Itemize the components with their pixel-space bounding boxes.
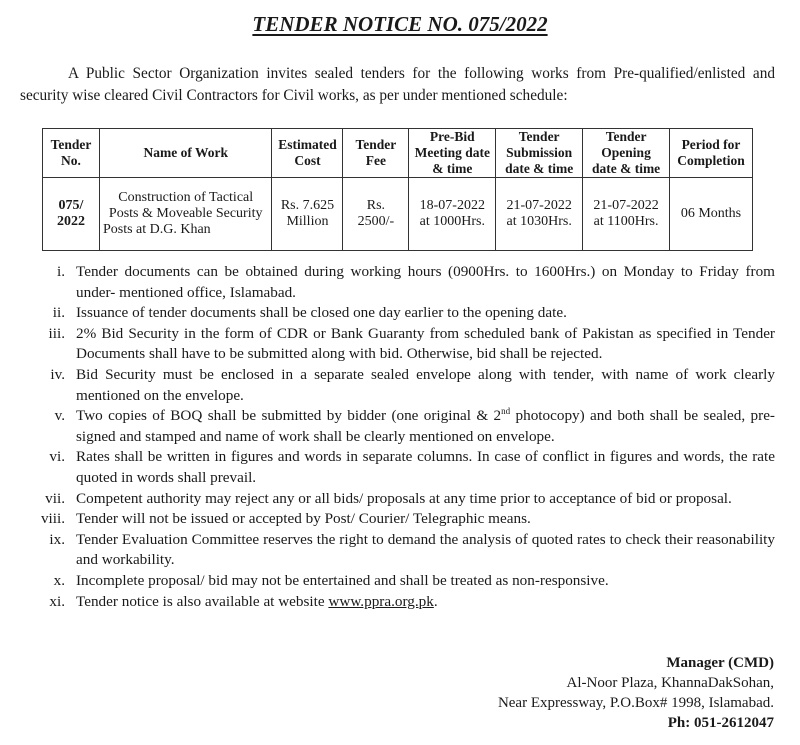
signature-address-line1: Al-Noor Plaza, KhannaDakSohan, [566, 675, 774, 691]
table-header-row [43, 129, 753, 178]
term-item: iv. Bid Security must be enclosed in a separate sealed envelope along with tender, with name of work clearly mentioned on the envelope. [50, 365, 775, 404]
header-name-of-work: Name of Work [99, 129, 272, 178]
term-item: iii. 2% Bid Security in the form of CDR or Bank Guaranty from scheduled bank of Pakistan as specified in Tender Documents shall have to be submitted along with bid. Otherwise, bid shall be rejected. [48, 324, 775, 363]
intro-paragraph: A Public Sector Organization invites sealed tenders for the following works from Pre-qualified/enlisted and security wise cleared Civil Contractors for Civil works, as per under mentioned schedule: [20, 65, 775, 104]
header-tender-fee: Tender Fee [343, 129, 409, 178]
cell-period: 06 Months [670, 178, 753, 251]
term-item: x. Incomplete proposal/ bid may not be entertained and shall be treated as non-responsive. [53, 571, 609, 589]
header-tender-no: Tender No. [43, 129, 100, 178]
term-item: viii. Tender will not be issued or accepted by Post/ Courier/ Telegraphic means. [40, 510, 531, 528]
term-item: xi. Tender notice is also available at website www.ppra.org.pk. [49, 592, 438, 610]
header-submission: Tender Submission date & time [496, 129, 583, 178]
term-item: vi. Rates shall be written in figures and words in separate columns. In case of conflict in figures and words, the rate quoted in words shall prevail. [49, 448, 775, 486]
header-opening: Tender Opening date & time [583, 129, 670, 178]
term-item: ii. Issuance of tender documents shall be closed one day earlier to the opening date. [52, 304, 567, 322]
term-item: ix. Tender Evaluation Committee reserves the right to demand the analysis of quoted rates to check their reasonability and workability. [49, 530, 775, 569]
cell-pre-bid: 18-07-2022 at 1000Hrs. [409, 178, 496, 251]
ppra-website-link[interactable]: www.ppra.org.pk [328, 592, 434, 610]
header-pre-bid: Pre-Bid Meeting date & time [409, 129, 496, 178]
term-item: i. Tender documents can be obtained during working hours (0900Hrs. to 1600Hrs.) on Monday to Friday from under- mentioned office, Islamabad. [56, 263, 775, 301]
cell-estimated-cost: Rs. 7.625 Million [272, 178, 343, 251]
cell-submission: 21-07-2022 at 1030Hrs. [496, 178, 583, 251]
cell-opening: 21-07-2022 at 1100Hrs. [583, 178, 670, 251]
header-estimated-cost: Estimated Cost [272, 129, 343, 178]
cell-tender-fee: Rs. 2500/- [343, 178, 409, 251]
cell-name-of-work: Construction of Tactical Posts & Moveable Security Posts at D.G. Khan [99, 178, 272, 251]
terms-list [0, 262, 775, 612]
signature-designation: Manager (CMD) [666, 655, 774, 671]
table-row [43, 178, 753, 251]
signature-block [498, 653, 774, 733]
term-item: v. Two copies of BOQ shall be submitted by bidder (one original & 2nd photocopy) and both shall be sealed, pre-signed and stamped and name of work shall be clearly mentioned on envelope. [54, 406, 775, 445]
signature-address-line2: Near Expressway, P.O.Box# 1998, Islamabad. [497, 695, 774, 711]
cell-tender-no: 075/ 2022 [43, 178, 100, 251]
tender-schedule-table [42, 128, 753, 251]
term-item: vii. Competent authority may reject any or all bids/ proposals at any time prior to acceptance of bid or proposal. [45, 489, 732, 507]
tender-notice-title: TENDER NOTICE NO. 075/2022 [252, 12, 548, 36]
header-period: Period for Completion [670, 129, 753, 178]
signature-phone: Ph: 051-2612047 [667, 715, 774, 731]
